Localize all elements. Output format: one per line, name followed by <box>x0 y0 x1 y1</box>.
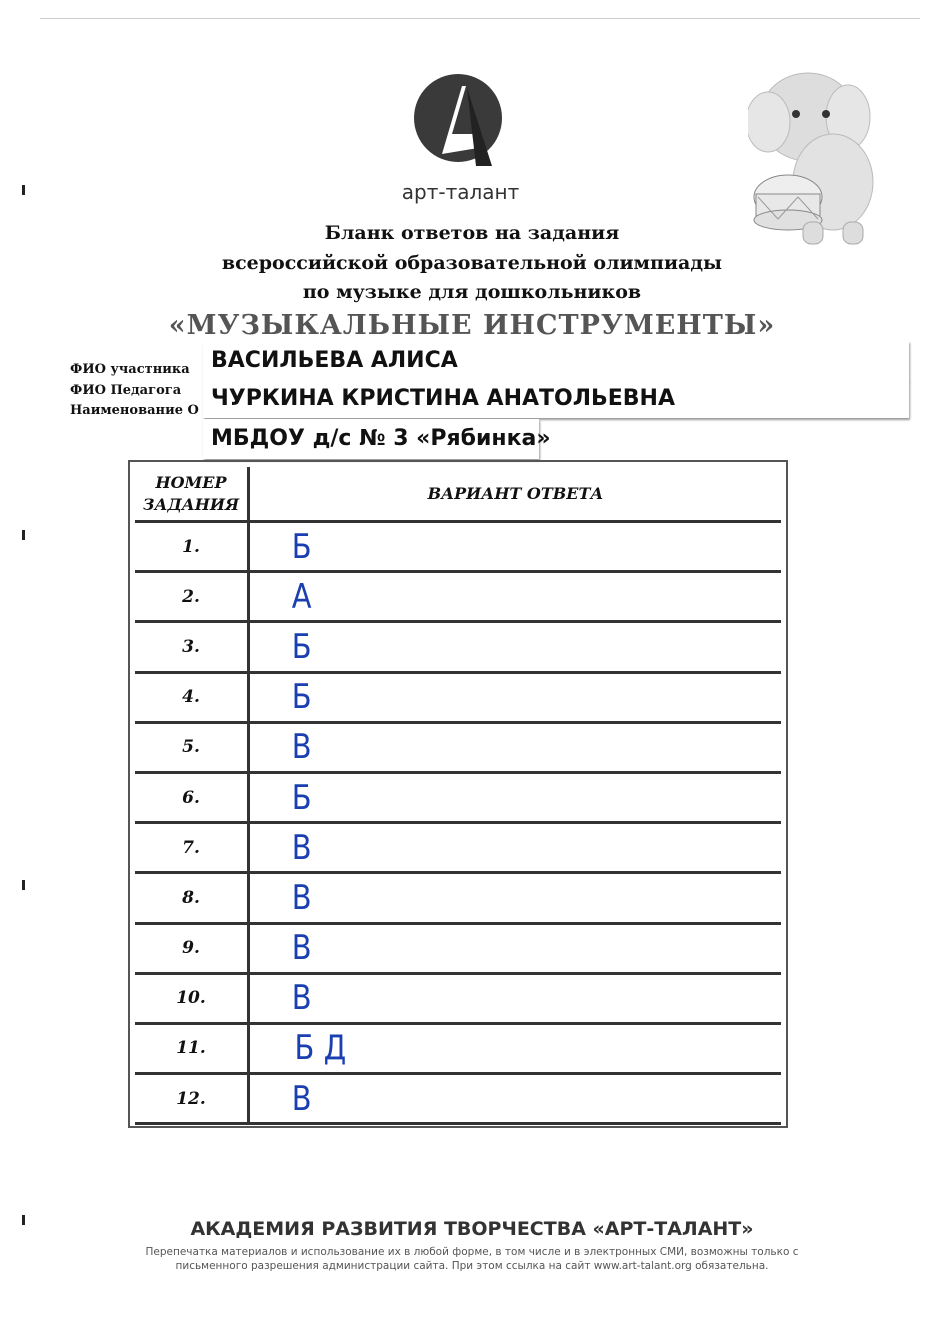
table-row <box>135 925 781 975</box>
footer-note: Перепечатка материалов и использование их в любой форме, в том числе и в электронных СМИ, возможны только с письменного разрешения администрации сайта. При этом ссылка на сайт www.art-talant.org обязательна. <box>145 1246 799 1272</box>
handwritten-answer: В <box>291 1078 312 1119</box>
punch-mark <box>22 880 25 890</box>
handwritten-answer: В <box>291 877 312 918</box>
form-title-line: Бланк ответов на задания <box>324 222 620 244</box>
handwritten-answer: В <box>291 928 312 969</box>
art-talant-logo <box>412 68 504 174</box>
table-row <box>135 975 781 1025</box>
task-number: 12. <box>135 1075 250 1122</box>
handwritten-answer: А <box>291 576 312 617</box>
task-number: 4. <box>135 674 250 721</box>
brand-name: арт-талант <box>401 180 520 204</box>
organization-field: МБДОУ д/с № 3 «Рябинка» <box>203 419 539 459</box>
teacher-name-field: ЧУРКИНА КРИСТИНА АНАТОЛЬЕВНА <box>203 380 909 418</box>
table-header <box>135 467 781 523</box>
answer-cell <box>250 1025 781 1072</box>
answer-cell <box>250 674 781 721</box>
table-row <box>135 874 781 924</box>
task-number: 3. <box>135 623 250 670</box>
answer-cell <box>250 824 781 871</box>
handwritten-answer: Б Д <box>294 1028 347 1069</box>
answer-cell <box>250 724 781 771</box>
answer-cell <box>250 573 781 620</box>
answer-cell <box>250 523 781 570</box>
handwritten-answer: Б <box>291 626 312 667</box>
task-number: 2. <box>135 573 250 620</box>
table-row <box>135 1075 781 1125</box>
form-title-line: по музыке для дошкольников <box>302 281 642 303</box>
answer-cell <box>250 874 781 921</box>
header-task-number: НОМЕР ЗАДАНИЯ <box>135 467 250 520</box>
answer-cell <box>250 774 781 821</box>
olympiad-name: «МУЗЫКАЛЬНЫЕ ИНСТРУМЕНТЫ» <box>168 310 776 341</box>
table-row <box>135 674 781 724</box>
handwritten-answer: В <box>291 727 312 768</box>
answer-cell <box>250 975 781 1022</box>
answer-table <box>128 460 788 1128</box>
table-row <box>135 824 781 874</box>
table-row <box>135 1025 781 1075</box>
task-number: 5. <box>135 724 250 771</box>
task-number: 1. <box>135 523 250 570</box>
participant-name-field: ВАСИЛЬЕВА АЛИСА <box>203 341 909 381</box>
punch-mark <box>22 185 25 195</box>
task-number: 9. <box>135 925 250 972</box>
answer-cell <box>250 623 781 670</box>
table-row <box>135 573 781 623</box>
answer-cell <box>250 925 781 972</box>
handwritten-answer: Б <box>291 677 312 718</box>
task-number: 6. <box>135 774 250 821</box>
table-row <box>135 623 781 673</box>
footer-title: АКАДЕМИЯ РАЗВИТИЯ ТВОРЧЕСТВА «АРТ-ТАЛАНТ» <box>190 1218 754 1240</box>
form-title-line: всероссийской образовательной олимпиады <box>221 252 723 274</box>
organization-label: Наименование О <box>70 403 199 418</box>
punch-mark <box>22 530 25 540</box>
handwritten-answer: Б <box>291 777 312 818</box>
participant-label: ФИО участника <box>70 362 190 377</box>
table-row <box>135 724 781 774</box>
table-row <box>135 774 781 824</box>
handwritten-answer: В <box>291 827 312 868</box>
task-number: 8. <box>135 874 250 921</box>
handwritten-answer: В <box>291 978 312 1019</box>
task-number: 7. <box>135 824 250 871</box>
task-number: 11. <box>135 1025 250 1072</box>
table-row <box>135 523 781 573</box>
teacher-label: ФИО Педагога <box>70 383 182 398</box>
header-answer: ВАРИАНТ ОТВЕТА <box>427 484 604 503</box>
handwritten-answer: Б <box>291 526 312 567</box>
task-number: 10. <box>135 975 250 1022</box>
answer-cell <box>250 1075 781 1122</box>
elephant-drummer-image <box>748 62 898 247</box>
